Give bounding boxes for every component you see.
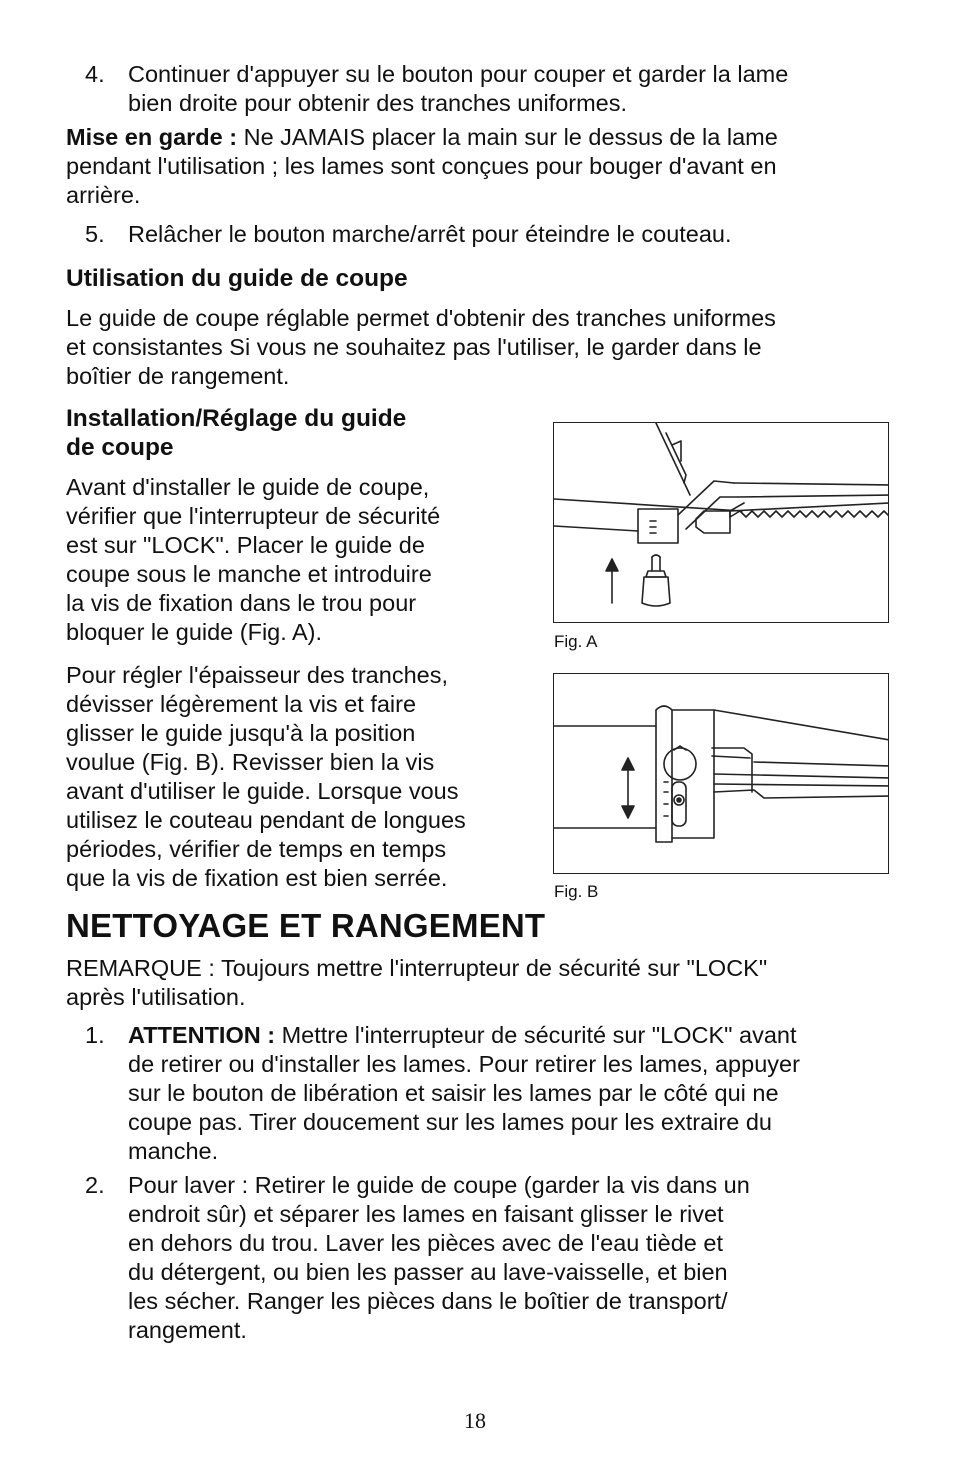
figure-a-illustration xyxy=(554,423,889,623)
cleaning-item-2-line-1: Pour laver : Retirer le guide de coupe (garder la vis dans un xyxy=(128,1172,750,1198)
cleaning-note-line-1: REMARQUE : Toujours mettre l'interrupteur de sécurité sur "LOCK" xyxy=(66,955,768,981)
install-p1-line-5: la vis de fixation dans le trou pour xyxy=(66,590,417,616)
guide-line-1: Le guide de coupe réglable permet d'obtenir des tranches uniformes xyxy=(66,305,776,331)
install-p1-line-2: vérifier que l'interrupteur de sécurité xyxy=(66,503,441,529)
install-p2-line-7: périodes, vérifier de temps en temps xyxy=(66,836,447,862)
figure-b-caption: Fig. B xyxy=(554,882,599,901)
cleaning-item-1-line-4: coupe pas. Tirer doucement sur les lames pour les extraire du xyxy=(128,1109,772,1135)
warning-label: Mise en garde : xyxy=(66,124,238,150)
guide-line-3: boîtier de rangement. xyxy=(66,363,290,389)
cleaning-item-2-number: 2. xyxy=(85,1172,105,1198)
figure-a-caption: Fig. A xyxy=(554,632,598,651)
cleaning-item-1-text-start: Mettre l'interrupteur de sécurité sur "LOCK" avant xyxy=(275,1022,797,1048)
guide-line-2: et consistantes Si vous ne souhaitez pas l'utiliser, le garder dans le xyxy=(66,334,762,360)
step-4-line-1: Continuer d'appuyer su le bouton pour couper et garder la lame xyxy=(128,61,789,87)
install-p2-line-1: Pour régler l'épaisseur des tranches, xyxy=(66,662,448,688)
install-p2-line-8: que la vis de fixation est bien serrée. xyxy=(66,865,448,891)
step-4-line-2: bien droite pour obtenir des tranches uniformes. xyxy=(128,90,628,116)
cleaning-item-2-line-5: les sécher. Ranger les pièces dans le boîtier de transport/ xyxy=(128,1288,728,1314)
cleaning-heading: NETTOYAGE ET RANGEMENT xyxy=(66,907,546,944)
step-5-number: 5. xyxy=(85,221,105,247)
install-p2-line-2: dévisser légèrement la vis et faire xyxy=(66,691,417,717)
install-p2-line-5: avant d'utiliser le guide. Lorsque vous xyxy=(66,778,459,804)
cleaning-item-1-line-5: manche. xyxy=(128,1138,219,1164)
cleaning-item-1-number: 1. xyxy=(85,1022,105,1048)
step-4-number: 4. xyxy=(85,61,105,87)
install-heading-line-2: de coupe xyxy=(66,434,174,461)
install-p2-line-3: glisser le guide jusqu'à la position xyxy=(66,720,416,746)
install-p2-line-4: voulue (Fig. B). Revisser bien la vis xyxy=(66,749,435,775)
cleaning-item-2-line-4: du détergent, ou bien les passer au lave-vaisselle, et bien xyxy=(128,1259,728,1285)
attention-label: ATTENTION : xyxy=(128,1022,276,1048)
warning-line-2: pendant l'utilisation ; les lames sont conçues pour bouger d'avant en xyxy=(66,153,777,179)
cleaning-item-1-line-2: de retirer ou d'installer les lames. Pour retirer les lames, appuyer xyxy=(128,1051,800,1077)
cleaning-note-line-2: après l'utilisation. xyxy=(66,984,246,1010)
cleaning-item-2-line-6: rangement. xyxy=(128,1317,247,1343)
page-number: 18 xyxy=(464,1408,486,1433)
guide-heading: Utilisation du guide de coupe xyxy=(66,265,408,292)
install-p1-line-6: bloquer le guide (Fig. A). xyxy=(66,619,323,645)
install-p1-line-1: Avant d'installer le guide de coupe, xyxy=(66,474,430,500)
figure-b xyxy=(553,673,889,874)
cleaning-item-1-line-1 xyxy=(128,1021,797,1050)
warning-line-1 xyxy=(66,123,778,152)
install-p1-line-3: est sur "LOCK". Placer le guide de xyxy=(66,532,425,558)
cleaning-item-2-line-3: en dehors du trou. Laver les pièces avec de l'eau tiède et xyxy=(128,1230,723,1256)
cleaning-item-2-line-2: endroit sûr) et séparer les lames en faisant glisser le rivet xyxy=(128,1201,724,1227)
install-p2-line-6: utilisez le couteau pendant de longues xyxy=(66,807,466,833)
step-5-text: Relâcher le bouton marche/arrêt pour éteindre le couteau. xyxy=(128,221,732,247)
warning-line-3: arrière. xyxy=(66,182,141,208)
figure-b-illustration xyxy=(554,674,889,874)
figure-a xyxy=(553,422,889,623)
warning-text-start: Ne JAMAIS placer la main sur le dessus de la lame xyxy=(237,124,778,150)
cleaning-item-1-line-3: sur le bouton de libération et saisir les lames par le côté qui ne xyxy=(128,1080,779,1106)
install-heading-line-1: Installation/Réglage du guide xyxy=(66,405,407,432)
install-p1-line-4: coupe sous le manche et introduire xyxy=(66,561,432,587)
